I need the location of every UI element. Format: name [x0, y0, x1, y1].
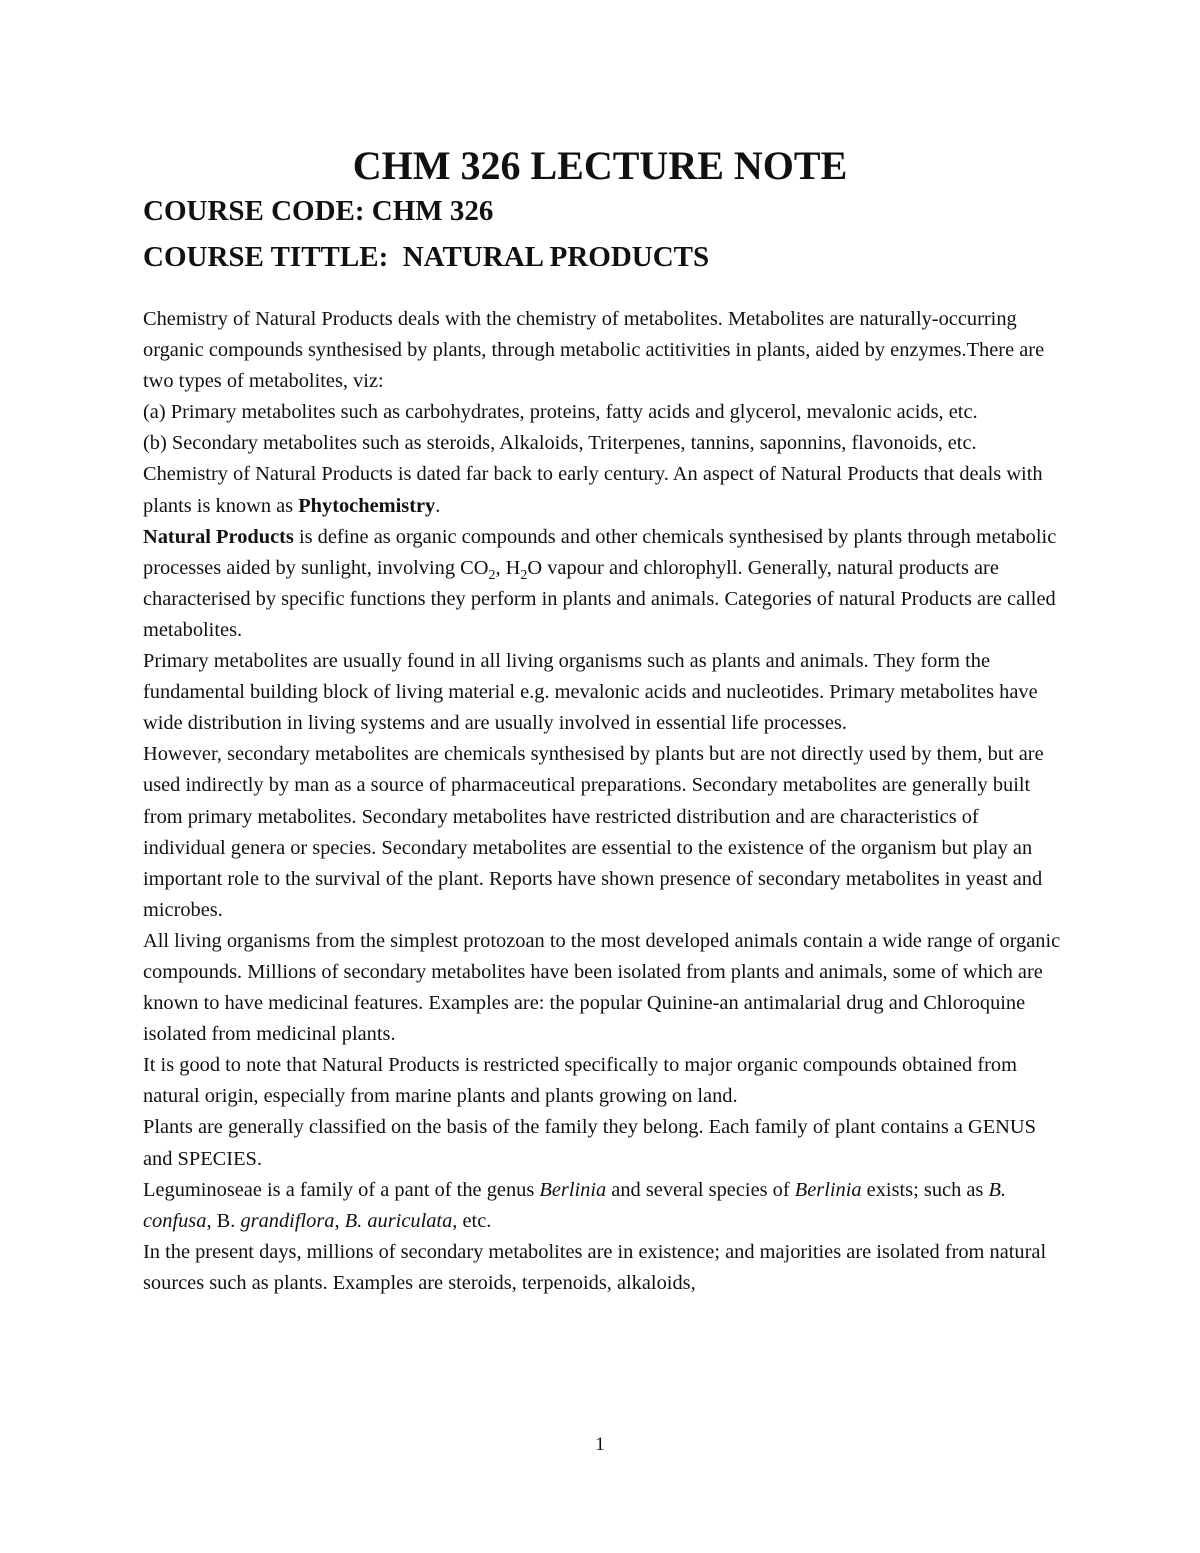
species-b-auriculata: B. auriculata — [344, 1209, 453, 1232]
paragraph-definition — [143, 522, 1063, 646]
paragraph-leguminoseae — [143, 1175, 1063, 1237]
genus-berlinia-1: Berlinia — [539, 1178, 607, 1201]
course-code-heading: COURSE CODE: CHM 326 — [143, 195, 494, 227]
leguminoseae-text-3: exists; such as — [861, 1178, 989, 1201]
body-text — [143, 304, 1063, 1299]
paragraph-primary-metabolites: Primary metabolites are usually found in all living organisms such as plants and animals. They form the fundamental building block of living material e.g. mevalonic acids and nucleotides. Primary metabolites have wide distribution in living systems and are usually involved in essential life processes. — [143, 650, 1038, 735]
course-title-heading: COURSE TITTLE: NATURAL PRODUCTS — [143, 241, 710, 273]
h2o-subscript: 2 — [520, 567, 528, 583]
co2-subscript: 2 — [488, 567, 496, 583]
term-phytochemistry: Phytochemistry — [298, 494, 436, 517]
species-b-confusa: B. confusa — [143, 1178, 1007, 1232]
paragraph-restriction: It is good to note that Natural Products is restricted specifically to major organic compounds obtained from natural origin, especially from marine plants and plants growing on land. — [143, 1054, 1017, 1108]
paragraph-present-days: In the present days, millions of secondary metabolites are in existence; and majorities are isolated from natural sources such as plants. Examples are steroids, terpenoids, alkaloids, — [143, 1240, 1047, 1294]
definition-text-3: O vapour and chlorophyll. Generally, natural products are characterised by specific functions they perform in plants and animals. Categories of natural Products are called metabolites. — [143, 556, 1056, 641]
definition-text-2: , H — [495, 556, 521, 579]
page-number: 1 — [595, 1434, 605, 1455]
paragraph-living-organisms: All living organisms from the simplest protozoan to the most developed animals contain a wide range of organic compounds. Millions of secondary metabolites have been isolated from plants and animals, some of which are known to have medicinal features. Examples are: the popular Quinine-an antimalarial drug and Chloroquine isolated from medicinal plants. — [143, 929, 1061, 1046]
paragraph-history — [143, 459, 1063, 521]
leguminoseae-text-2: and several species of — [606, 1178, 795, 1201]
definition-text-1: is define as organic compounds and other chemicals synthesised by plants through metabolic processes aided by sunlight, involving CO — [143, 525, 1057, 579]
species-grandiflora: grandiflora — [240, 1209, 335, 1232]
document-title: CHM 326 LECTURE NOTE — [352, 143, 848, 188]
paragraph-history-end: . — [435, 494, 441, 517]
leguminoseae-text-5: , — [334, 1209, 345, 1232]
paragraph-history-text: Chemistry of Natural Products is dated far back to early century. An aspect of Natural Products that deals with plants is known as — [143, 463, 1043, 517]
paragraph-secondary-metabolites: However, secondary metabolites are chemicals synthesised by plants but are not directly used by them, but are used indirectly by man as a source of pharmaceutical preparations. Secondary metabolites are generally built from primary metabolites. Secondary metabolites have restricted distribution and are characteristics of individual genera or species. Secondary metabolites are essential to the existence of the organism but play an important role to the survival of the plant. Reports have shown presence of secondary metabolites in yeast and microbes. — [143, 743, 1044, 921]
paragraph-intro: Chemistry of Natural Products deals with the chemistry of metabolites. Metabolites are naturally-occurring organic compounds synthesised by plants, through metabolic actitivities in plants, aided by enzymes.There are two types of metabolites, viz: — [143, 308, 1045, 393]
list-item-primary: (a) Primary metabolites such as carbohydrates, proteins, fatty acids and glycerol, mevalonic acids, etc. — [143, 401, 978, 424]
paragraph-classification: Plants are generally classified on the basis of the family they belong. Each family of plant contains a GENUS and SPECIES. — [143, 1116, 1036, 1170]
genus-berlinia-2: Berlinia — [794, 1178, 862, 1201]
list-item-secondary: (b) Secondary metabolites such as steroids, Alkaloids, Triterpenes, tannins, saponnins, flavonoids, etc. — [143, 432, 977, 455]
term-natural-products: Natural Products — [143, 525, 294, 548]
leguminoseae-text-4: , B. — [206, 1209, 241, 1232]
leguminoseae-text-6: , etc. — [452, 1209, 492, 1232]
leguminoseae-text-1: Leguminoseae is a family of a pant of the genus — [143, 1178, 540, 1201]
